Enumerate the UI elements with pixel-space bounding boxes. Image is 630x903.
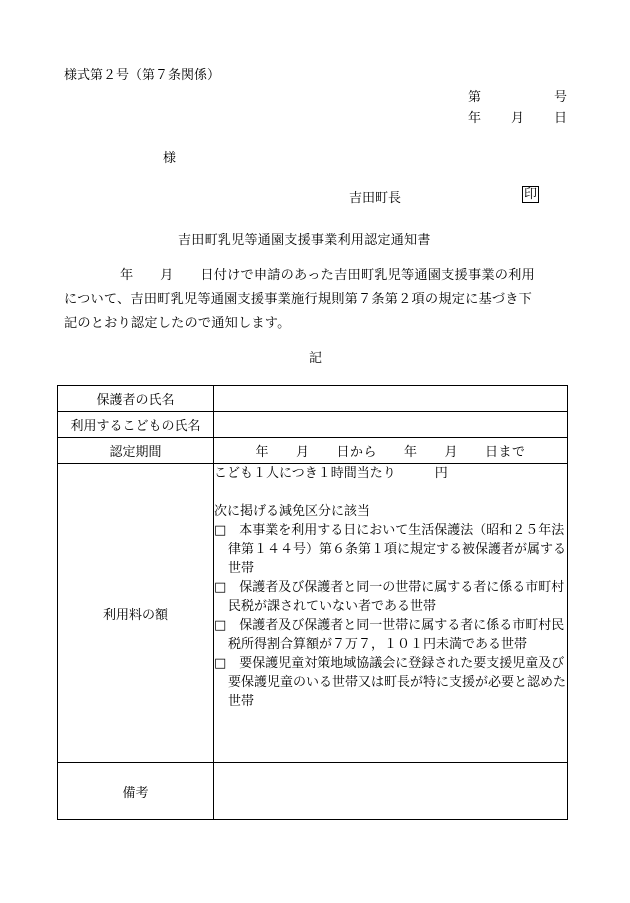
body-line-1: 年 月 日付けで申請のあった吉田町乳児等通園支援事業の利用 xyxy=(120,268,535,283)
fee-label: 利用料の額 xyxy=(58,464,214,763)
period-value: 年 月 日から 年 月 日まで xyxy=(214,438,568,464)
guardian-name-value xyxy=(214,386,568,412)
table-row-period xyxy=(58,438,568,464)
exemption-item: □ 要保護児童対策地域協議会に登録された要支援児童及び要保護児童のいる世帯又は町長が特に支援が必要と認めた世帯 xyxy=(214,656,567,709)
ki-marker: 記 xyxy=(309,351,323,366)
body-text xyxy=(64,264,572,336)
exemption-item: □ 保護者及び保護者と同一の世帯に属する者に係る市町村民税が課されていない者である世帯 xyxy=(214,580,565,614)
table-row-child xyxy=(58,412,568,438)
exemption-heading: 次に掲げる減免区分に該当 xyxy=(214,504,371,519)
form-number: 様式第２号（第７条関係） xyxy=(64,68,221,83)
recipient-suffix: 様 xyxy=(163,151,177,166)
issuer-name: 吉田町長 xyxy=(349,191,402,206)
doc-number-prefix: 第 xyxy=(468,90,482,105)
date-day: 日 xyxy=(554,111,568,126)
guardian-name-label: 保護者の氏名 xyxy=(58,386,214,412)
fee-rate: こども１人につき１時間当たり 円 xyxy=(214,466,448,481)
date-year: 年 xyxy=(468,111,482,126)
remarks-label: 備考 xyxy=(58,763,214,820)
table-row-remarks xyxy=(58,763,568,820)
body-line-3: 記のとおり認定したので通知します。 xyxy=(64,316,291,331)
document-title: 吉田町乳児等通園支援事業利用認定通知書 xyxy=(178,233,431,248)
child-name-value xyxy=(214,412,568,438)
fee-details xyxy=(214,464,568,763)
certification-table xyxy=(57,385,568,820)
table-row-fee xyxy=(58,464,568,763)
child-name-label: 利用するこどもの氏名 xyxy=(58,412,214,438)
seal-mark: 印 xyxy=(524,187,538,202)
exemption-item: □ 保護者及び保護者と同一世帯に属する者に係る市町村民税所得割合算額が７万７，１０１円未満である世帯 xyxy=(214,618,565,652)
period-label: 認定期間 xyxy=(58,438,214,464)
date-month: 月 xyxy=(511,111,525,126)
doc-number-suffix: 号 xyxy=(554,90,568,105)
remarks-value xyxy=(214,763,568,820)
exemption-item: □ 本事業を利用する日において生活保護法（昭和２５年法律第１４４号）第６条第１項に規定する被保護者が属する世帯 xyxy=(214,523,567,576)
body-line-2: について、吉田町乳児等通園支援事業施行規則第７条第２項の規定に基づき下 xyxy=(64,292,533,307)
table-row-guardian xyxy=(58,386,568,412)
